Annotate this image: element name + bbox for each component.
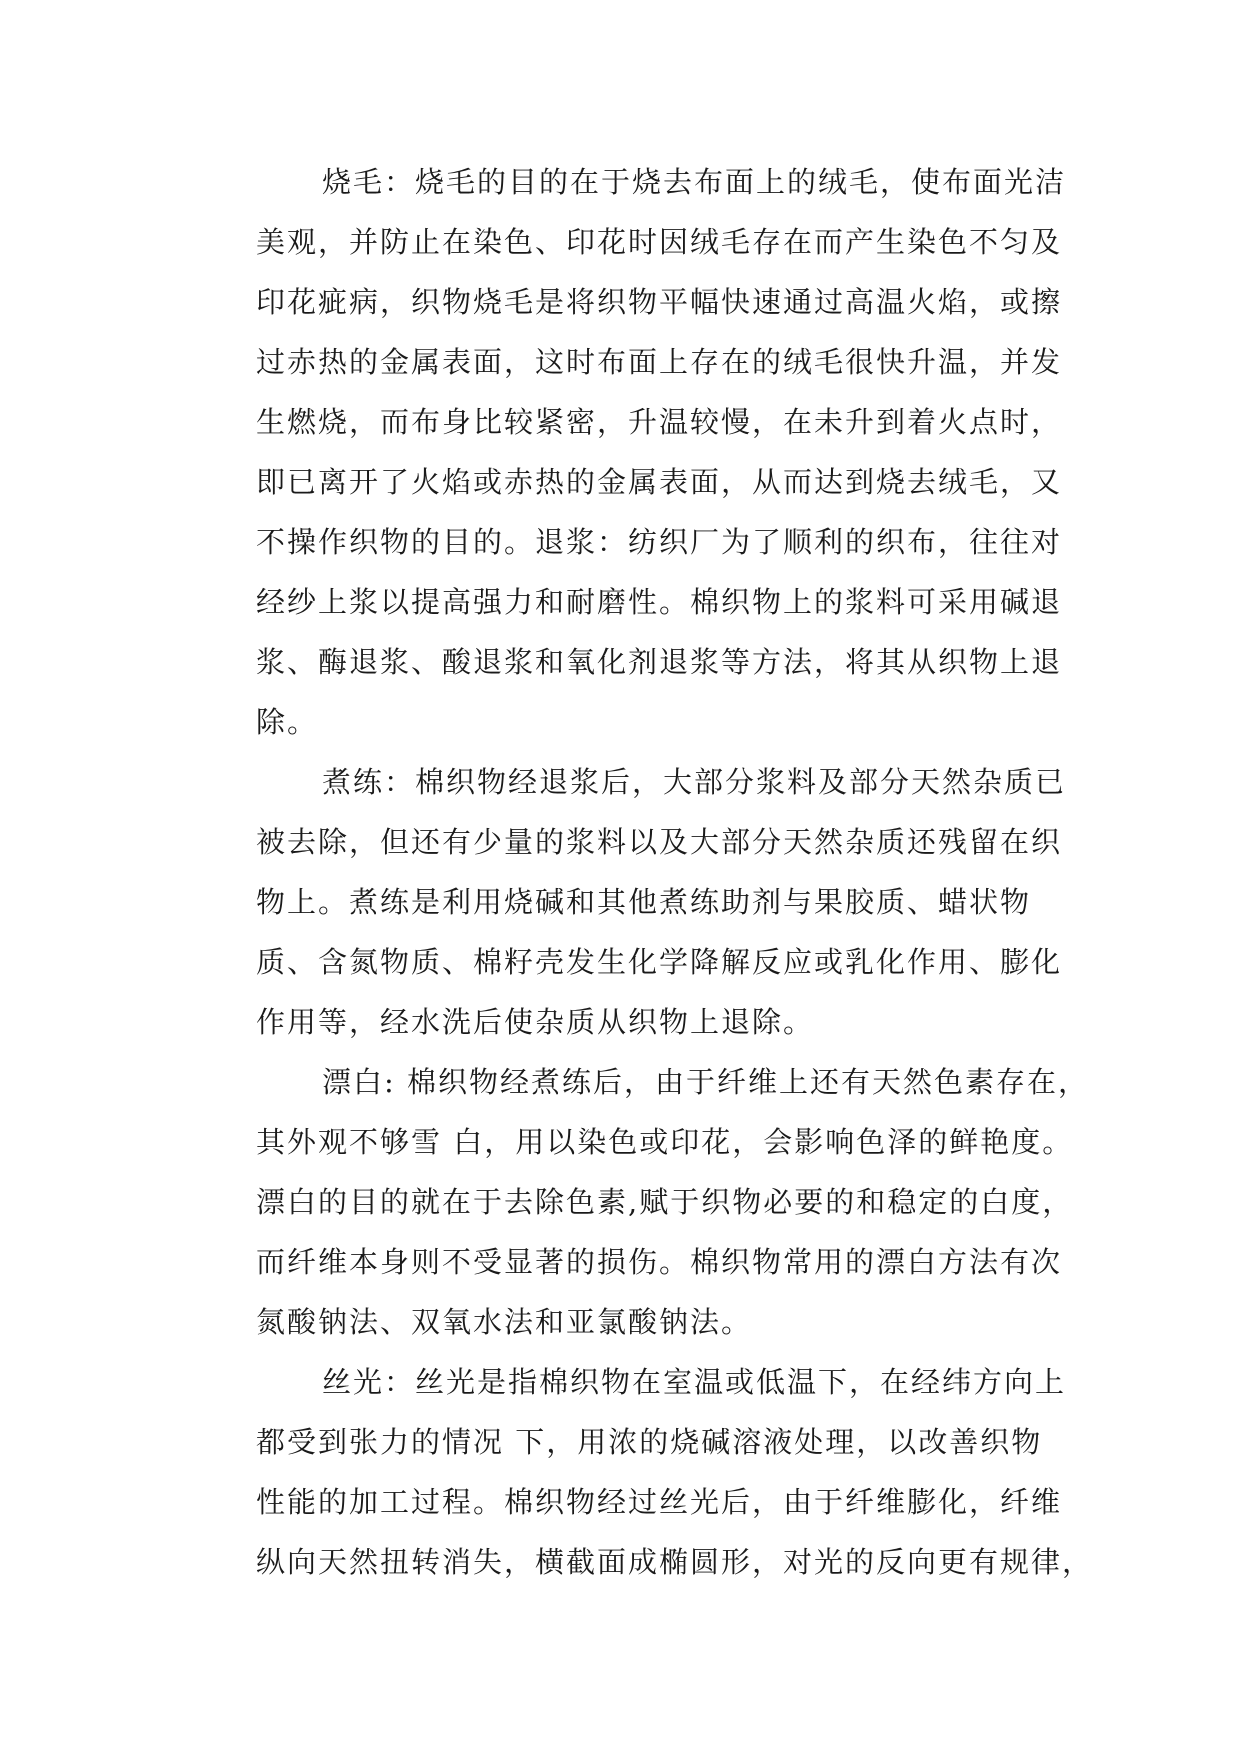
text-line: 都受到张力的情况 下，用浓的烧碱溶液处理，以改善织物 — [256, 1425, 1043, 1459]
text-line: 作用等，经水洗后使杂质从织物上退除。 — [256, 1005, 815, 1039]
text-line: 被去除，但还有少量的浆料以及大部分天然杂质还残留在织 — [256, 825, 1063, 859]
text-line: 质、含氮物质、棉籽壳发生化学降解反应或乳化作用、膨化 — [256, 945, 1063, 979]
paragraph-bleaching — [190, 1052, 1089, 1352]
text-line: 漂白: 棉织物经煮练后，由于纤维上还有天然色素存在， — [322, 1065, 1089, 1099]
text-line: 煮练：棉织物经退浆后，大部分浆料及部分天然杂质已 — [322, 765, 1067, 799]
text-line: 而纤维本身则不受显著的损伤。棉织物常用的漂白方法有次 — [256, 1245, 1063, 1279]
paragraph-singeing-desizing — [190, 152, 1070, 752]
text-line: 浆、酶退浆、酸退浆和氧化剂退浆等方法，将其从织物上退 — [256, 645, 1063, 679]
text-line: 性能的加工过程。棉织物经过丝光后，由于纤维膨化，纤维 — [256, 1485, 1063, 1519]
text-line: 不操作织物的目的。退浆：纺织厂为了顺利的织布，往往对 — [256, 525, 1063, 559]
text-line: 印花疵病，织物烧毛是将织物平幅快速通过高温火焰，或擦 — [256, 285, 1063, 319]
text-line: 过赤热的金属表面，这时布面上存在的绒毛很快升温，并发 — [256, 345, 1063, 379]
paragraph-mercerizing — [190, 1352, 1094, 1592]
text-line: 美观，并防止在染色、印花时因绒毛存在而产生染色不匀及 — [256, 225, 1063, 259]
text-line: 烧毛：烧毛的目的在于烧去布面上的绒毛，使布面光洁 — [322, 165, 1067, 199]
text-line: 物上。煮练是利用烧碱和其他煮练助剂与果胶质、蜡状物 — [256, 885, 1032, 919]
body-text — [190, 152, 1094, 1592]
text-line: 生燃烧，而布身比较紧密，升温较慢，在未升到着火点时， — [256, 405, 1063, 439]
text-line: 经纱上浆以提高强力和耐磨性。棉织物上的浆料可采用碱退 — [256, 585, 1063, 619]
text-line: 纵向天然扭转消失，横截面成椭圆形，对光的反向更有规律， — [256, 1545, 1094, 1579]
text-line: 漂白的目的就在于去除色素,赋于织物必要的和稳定的白度， — [256, 1185, 1074, 1219]
text-line: 其外观不够雪 白，用以染色或印花，会影响色泽的鲜艳度。 — [256, 1125, 1074, 1159]
paragraph-scouring — [190, 752, 1070, 1052]
text-line: 丝光：丝光是指棉织物在室温或低温下，在经纬方向上 — [322, 1365, 1067, 1399]
text-line: 除。 — [256, 705, 319, 739]
text-line: 氮酸钠法、双氧水法和亚氯酸钠法。 — [256, 1305, 753, 1339]
text-line: 即已离开了火焰或赤热的金属表面，从而达到烧去绒毛，又 — [256, 465, 1063, 499]
